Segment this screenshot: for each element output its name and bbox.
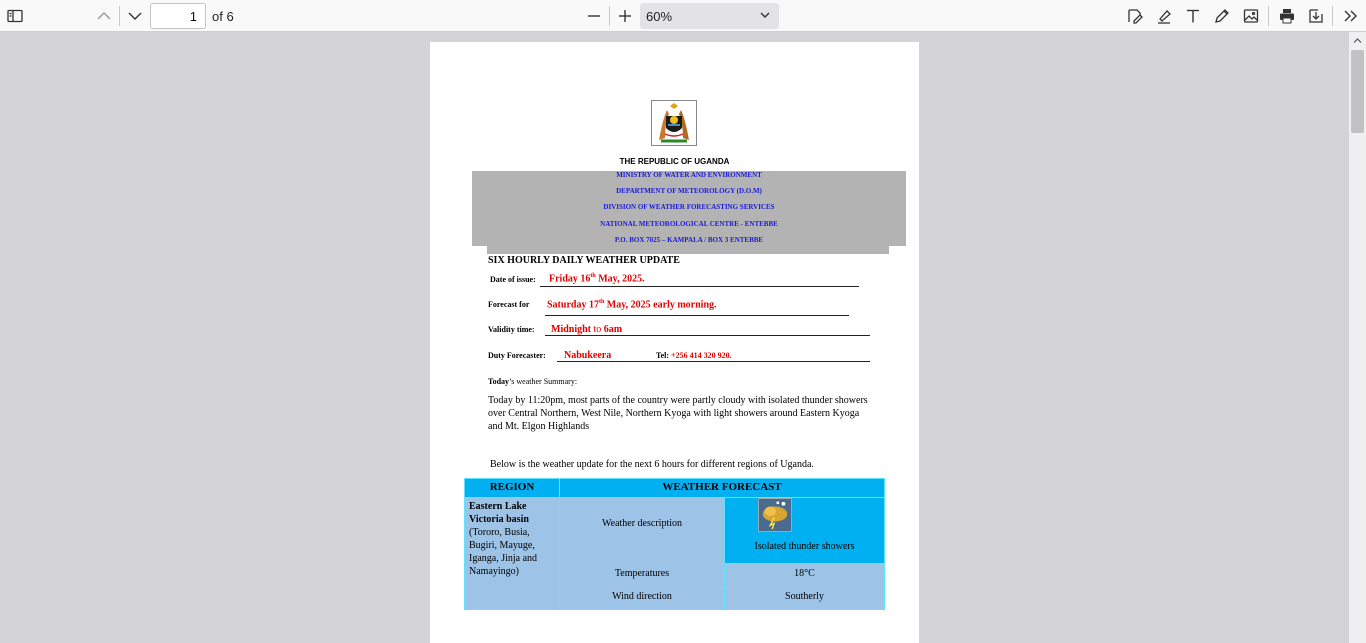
scrollbar-thumb[interactable] <box>1351 50 1364 133</box>
pdf-page <box>430 42 919 643</box>
temperatures-label: Temperatures <box>559 563 725 588</box>
draw-icon[interactable] <box>1210 4 1234 28</box>
previous-page-icon[interactable] <box>92 4 116 28</box>
save-icon[interactable] <box>1304 4 1328 28</box>
toolbar-divider <box>1332 6 1333 26</box>
next-page-icon[interactable] <box>123 4 147 28</box>
table-header-region: REGION <box>464 478 560 498</box>
header-line-ministry: MINISTRY OF WATER AND ENVIRONMENT <box>616 171 762 179</box>
print-icon[interactable] <box>1275 4 1299 28</box>
header-line-address: P.O. BOX 7025 – KAMPALA / BOX 3 ENTEBBE <box>614 236 764 244</box>
coat-of-arms-icon <box>651 100 697 146</box>
toolbar-divider <box>1268 6 1269 26</box>
header-banner-step <box>487 246 889 254</box>
toolbar-divider <box>609 6 610 26</box>
validity-underline <box>545 335 870 336</box>
text-tool-icon[interactable] <box>1181 4 1205 28</box>
toolbar-divider <box>119 6 120 26</box>
document-title: SIX HOURLY DAILY WEATHER UPDATE <box>488 255 680 266</box>
summary-text: Today by 11:20pm, most parts of the country were partly cloudy with isolated thunder showers over Central Northern, West Nile, Northern Kyoga with light showers around Eastern Kyoga and Mt. Elgon Highlands <box>488 395 868 432</box>
telephone-line: Tel: +256 414 320 920. <box>656 351 732 360</box>
duty-forecaster-value: Nabukeera <box>564 350 612 361</box>
sidebar-toggle-icon[interactable] <box>3 4 27 28</box>
draw-signature-icon[interactable] <box>1123 4 1147 28</box>
date-underline <box>540 286 859 287</box>
weather-description-value: Isolated thunder showers <box>724 497 885 564</box>
header-line-centre: NATIONAL METEOROLOGICAL CENTRE - ENTEBBE <box>600 220 778 228</box>
page-count-label: of 6 <box>212 9 234 24</box>
zoom-out-icon[interactable] <box>582 4 606 28</box>
forecaster-underline <box>557 361 870 362</box>
below-intro-text: Below is the weather update for the next 6 hours for different regions of Uganda. <box>490 459 814 470</box>
region-detail: (Tororo, Busia, Bugiri, Mayuge, Iganga, Jinja and Namayingo) <box>469 527 538 577</box>
forecast-underline <box>545 315 849 316</box>
image-icon[interactable] <box>1239 4 1263 28</box>
highlight-icon[interactable] <box>1152 4 1176 28</box>
table-header-forecast: WEATHER FORECAST <box>559 478 885 498</box>
page-number-input[interactable]: 1 <box>150 3 206 29</box>
scroll-up-arrow-icon[interactable] <box>1349 32 1366 49</box>
pdf-toolbar <box>0 0 1366 32</box>
forecast-for-value: Saturday 17th May, 2025 early morning. <box>547 299 717 311</box>
date-of-issue-value: Friday 16th May, 2025. <box>549 273 645 285</box>
header-line-department: DEPARTMENT OF METEOROLOGY (D.O.M) <box>616 187 762 195</box>
wind-direction-value: Southerly <box>724 587 885 610</box>
header-line-division: DIVISION OF WEATHER FORECASTING SERVICES <box>603 203 775 211</box>
duty-forecaster-label: Duty Forecaster: <box>488 351 546 360</box>
date-of-issue-label: Date of issue: <box>490 275 536 284</box>
forecast-for-label: Forecast for <box>488 300 530 309</box>
republic-heading: THE REPUBLIC OF UGANDA <box>619 157 730 166</box>
zoom-in-icon[interactable] <box>613 4 637 28</box>
zoom-value: 60% <box>646 9 673 24</box>
weather-description-label: Weather description <box>559 497 725 564</box>
tools-menu-icon[interactable] <box>1338 4 1362 28</box>
zoom-select[interactable] <box>640 3 779 29</box>
chevron-down-icon <box>757 7 773 23</box>
region-cell <box>464 497 560 610</box>
temperatures-value: 18°C <box>724 563 885 588</box>
thunderstorm-icon <box>758 498 792 532</box>
summary-heading: Today’s weather Summary: <box>488 377 578 386</box>
validity-time-value: Midnight to 6am <box>551 324 623 335</box>
region-name: Eastern Lake Victoria basin <box>469 501 529 525</box>
validity-time-label: Validity time: <box>488 325 535 334</box>
wind-direction-label: Wind direction <box>559 587 725 610</box>
